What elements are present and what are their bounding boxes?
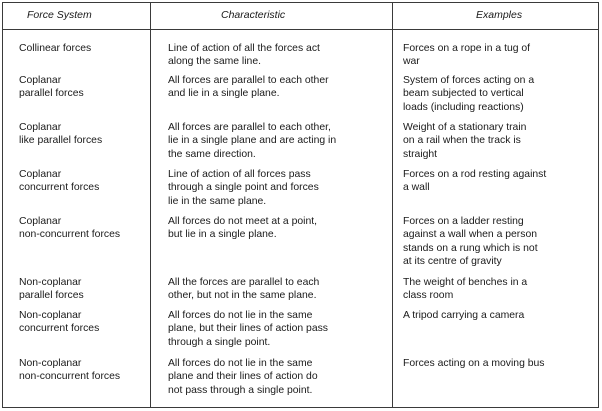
header-force-system: Force System xyxy=(27,9,92,21)
examples-cell: Forces acting on a moving bus xyxy=(403,358,545,369)
header-characteristic: Characteristic xyxy=(221,9,286,21)
examples-cell: Forces on a ladder resting against a wall when a person stands on a rung which is not at its centre of gravity xyxy=(403,216,538,268)
examples-cell: Forces on a rope in a tug of war xyxy=(403,43,531,68)
column-divider xyxy=(392,2,393,408)
force-system-cell: Non-coplanar parallel forces xyxy=(19,277,84,302)
examples-cell: A tripod carrying a camera xyxy=(403,310,525,321)
force-system-cell: Coplanar concurrent forces xyxy=(19,169,100,194)
examples-cell: System of forces acting on a beam subjected to vertical loads (including reactions) xyxy=(403,75,535,113)
header-examples: Examples xyxy=(476,9,523,21)
examples-cell: Weight of a stationary train on a rail when the track is straight xyxy=(403,122,527,160)
characteristic-cell: Line of action of all forces pass through a single point and forces lie in the same plane. xyxy=(168,169,319,207)
examples-cell: The weight of benches in a class room xyxy=(403,277,528,302)
force-system-cell: Coplanar non-concurrent forces xyxy=(19,216,121,241)
column-divider xyxy=(150,2,151,408)
characteristic-cell: All the forces are parallel to each other, but not in the same plane. xyxy=(168,277,320,302)
header-divider xyxy=(2,29,599,30)
force-system-cell: Collinear forces xyxy=(19,43,92,54)
force-system-cell: Non-coplanar concurrent forces xyxy=(19,310,100,335)
examples-cell: Forces on a rod resting against a wall xyxy=(403,169,547,194)
characteristic-cell: All forces do not lie in the same plane and their lines of action do not pass through a single point. xyxy=(168,358,318,396)
force-system-cell: Non-coplanar non-concurrent forces xyxy=(19,358,121,383)
characteristic-cell: Line of action of all the forces act along the same line. xyxy=(168,43,320,68)
characteristic-cell: All forces are parallel to each other, lie in a single plane and are acting in the same direction. xyxy=(168,122,337,160)
characteristic-cell: All forces do not meet at a point, but lie in a single plane. xyxy=(168,216,318,241)
force-system-cell: Coplanar parallel forces xyxy=(19,75,84,100)
force-system-cell: Coplanar like parallel forces xyxy=(19,122,103,147)
characteristic-cell: All forces do not lie in the same plane, but their lines of action pass through a single point. xyxy=(168,310,328,348)
characteristic-cell: All forces are parallel to each other and lie in a single plane. xyxy=(168,75,329,100)
